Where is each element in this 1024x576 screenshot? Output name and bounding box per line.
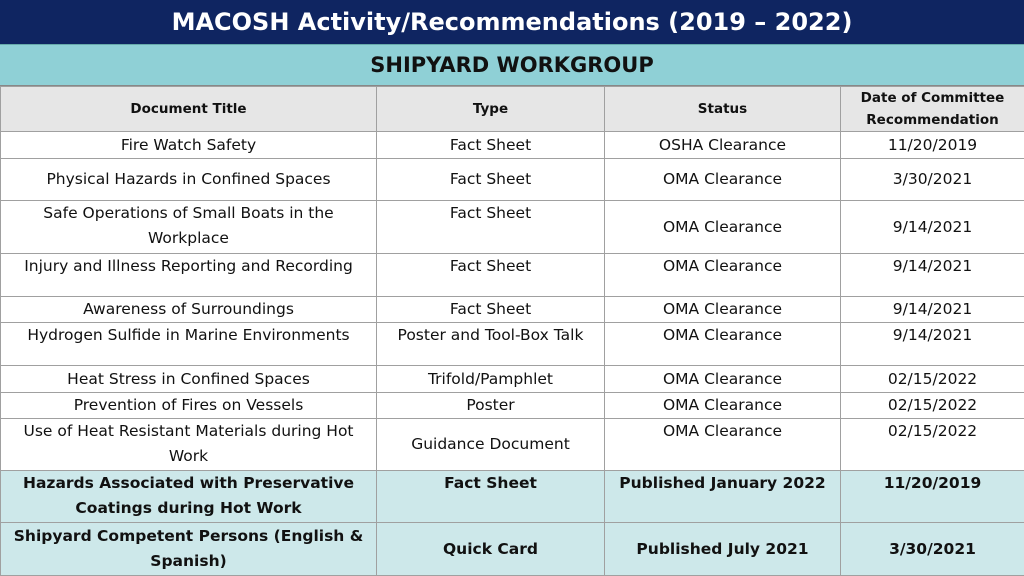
table-row <box>1 523 1024 576</box>
activity-table <box>0 86 1024 576</box>
column-header-status: Status <box>605 87 841 132</box>
cell-date: 9/14/2021 <box>841 297 1024 323</box>
cell-status: OMA Clearance <box>605 297 841 323</box>
cell-title: Use of Heat Resistant Materials during Hot Work <box>1 419 377 471</box>
table-row <box>1 201 1024 254</box>
cell-date: 11/20/2019 <box>841 132 1024 159</box>
cell-title: Fire Watch Safety <box>1 132 377 159</box>
cell-status: OMA Clearance <box>605 201 841 254</box>
cell-status: OMA Clearance <box>605 366 841 393</box>
cell-type: Fact Sheet <box>377 471 605 523</box>
cell-title: Prevention of Fires on Vessels <box>1 393 377 419</box>
cell-type: Fact Sheet <box>377 254 605 297</box>
cell-date: 3/30/2021 <box>841 523 1024 576</box>
cell-status: OMA Clearance <box>605 159 841 201</box>
cell-title: Physical Hazards in Confined Spaces <box>1 159 377 201</box>
cell-type: Fact Sheet <box>377 159 605 201</box>
table-row <box>1 366 1024 393</box>
table-row <box>1 393 1024 419</box>
cell-type: Poster <box>377 393 605 419</box>
table-row <box>1 254 1024 297</box>
cell-title: Safe Operations of Small Boats in the Workplace <box>1 201 377 254</box>
cell-date: 9/14/2021 <box>841 323 1024 366</box>
column-header-title: Document Title <box>1 87 377 132</box>
cell-date: 02/15/2022 <box>841 393 1024 419</box>
table-row <box>1 132 1024 159</box>
cell-date: 11/20/2019 <box>841 471 1024 523</box>
cell-type: Fact Sheet <box>377 132 605 159</box>
cell-status: Published July 2021 <box>605 523 841 576</box>
cell-type: Guidance Document <box>377 419 605 471</box>
cell-type: Trifold/Pamphlet <box>377 366 605 393</box>
table-row <box>1 323 1024 366</box>
cell-status: OMA Clearance <box>605 254 841 297</box>
cell-status: Published January 2022 <box>605 471 841 523</box>
page-title: MACOSH Activity/Recommendations (2019 – 2022) <box>0 0 1024 44</box>
cell-status: OMA Clearance <box>605 323 841 366</box>
cell-date: 3/30/2021 <box>841 159 1024 201</box>
column-header-date-line1: Date of Committee <box>860 90 1005 106</box>
cell-date: 02/15/2022 <box>841 366 1024 393</box>
cell-type: Poster and Tool-Box Talk <box>377 323 605 366</box>
cell-status: OMA Clearance <box>605 393 841 419</box>
cell-date: 9/14/2021 <box>841 201 1024 254</box>
cell-title: Shipyard Competent Persons (English & Spanish) <box>1 523 377 576</box>
table-row <box>1 297 1024 323</box>
cell-title: Heat Stress in Confined Spaces <box>1 366 377 393</box>
column-header-type: Type <box>377 87 605 132</box>
cell-status: OSHA Clearance <box>605 132 841 159</box>
cell-title: Awareness of Surroundings <box>1 297 377 323</box>
table-row <box>1 419 1024 471</box>
column-header-date-line2: Recommendation <box>866 112 999 128</box>
cell-title: Hazards Associated with Preservative Coatings during Hot Work <box>1 471 377 523</box>
cell-date: 02/15/2022 <box>841 419 1024 471</box>
cell-title: Hydrogen Sulfide in Marine Environments <box>1 323 377 366</box>
cell-type: Quick Card <box>377 523 605 576</box>
cell-type: Fact Sheet <box>377 297 605 323</box>
column-header-date <box>841 87 1024 132</box>
cell-title: Injury and Illness Reporting and Recording <box>1 254 377 297</box>
table-row <box>1 471 1024 523</box>
cell-date: 9/14/2021 <box>841 254 1024 297</box>
cell-type: Fact Sheet <box>377 201 605 254</box>
table-row <box>1 159 1024 201</box>
cell-status: OMA Clearance <box>605 419 841 471</box>
section-subtitle: SHIPYARD WORKGROUP <box>0 44 1024 86</box>
